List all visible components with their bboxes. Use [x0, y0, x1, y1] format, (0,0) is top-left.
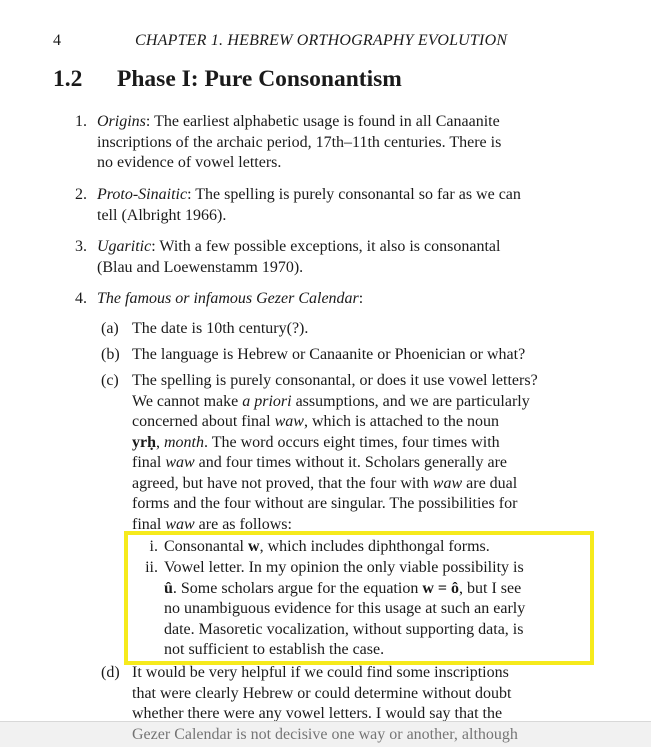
text-line: û. Some scholars argue for the equation w = ô, but I see — [164, 579, 522, 597]
text-line: inscriptions of the archaic period, 17th–11th centuries. There is — [97, 133, 502, 151]
text-line: It would be very helpful if we could find some inscriptions — [132, 664, 509, 681]
text-line: yrḥ, month. The word occurs eight times, four times with — [132, 433, 500, 451]
section-heading — [53, 66, 402, 93]
text-line: no evidence of vowel letters. — [97, 154, 282, 171]
running-title: CHAPTER 1. HEBREW ORTHOGRAPHY EVOLUTION — [135, 32, 508, 49]
item-term: Origins — [97, 113, 146, 130]
text-line: final waw and four times without it. Scholars generally are — [132, 454, 508, 471]
text-line: Gezer Calendar is not decisive one way or another, although — [132, 725, 518, 743]
bottom-overlay-bar — [0, 721, 651, 747]
text-line: We cannot make a priori assumptions, and we are particularly — [132, 392, 530, 410]
item-term: Proto-Sinaitic — [97, 186, 188, 203]
list-item-ugaritic: Ugaritic: With a few possible exceptions, it also is consonantal (Blau and Loewenstamm 1970). — [97, 237, 578, 278]
list-item-proto-sinaitic: Proto-Sinaitic: The spelling is purely consonantal so far as we can tell (Albright 1966). — [97, 185, 578, 226]
list-item-origins: Origins: The earliest alphabetic usage is found in all Canaanite inscriptions of the archaic period, 17th–11th centuries. There is no evidence of vowel letters. — [97, 112, 578, 174]
option-label: i. — [149, 538, 158, 555]
running-header — [53, 32, 578, 52]
text-line: whether there were any vowel letters. I would say that the — [132, 705, 503, 722]
option-consonantal-w: Consonantal w, which includes diphthongal forms. — [164, 538, 490, 555]
sublist-label: (d) — [101, 664, 120, 681]
sublist-label: (b) — [101, 346, 120, 363]
text-line: (Blau and Loewenstamm 1970). — [97, 258, 304, 276]
list-item-gezer-calendar: The famous or infamous Gezer Calendar: — [97, 290, 364, 307]
subitem-a: The date is 10th century(?). — [132, 320, 309, 337]
list-label: 1. — [75, 113, 87, 130]
text-line: With a few possible exceptions, it also is consonantal — [159, 238, 501, 255]
sublist-label: (c) — [101, 372, 119, 389]
item-term: Ugaritic — [97, 238, 152, 255]
subitem-c — [132, 371, 578, 535]
text-line: The spelling is purely consonantal so far as we can — [195, 186, 521, 203]
option-label: ii. — [145, 559, 158, 576]
text-line: tell (Albright 1966). — [97, 206, 227, 224]
list-label: 2. — [75, 186, 87, 203]
text-line: no unambiguous evidence for this usage at such an early — [164, 600, 526, 617]
sublist-label: (a) — [101, 320, 119, 337]
section-number: 1.2 — [53, 66, 83, 92]
text-line: The earliest alphabetic usage is found in all Canaanite — [154, 113, 500, 130]
page-number: 4 — [53, 32, 61, 49]
text-line: final waw are as follows: — [132, 515, 292, 533]
text-line: concerned about final waw, which is attached to the noun — [132, 413, 500, 430]
text-line: Vowel letter. In my opinion the only viable possibility is — [164, 559, 524, 576]
text-line: date. Masoretic vocalization, without supporting data, is — [164, 620, 524, 638]
list-label: 3. — [75, 238, 87, 255]
subitem-b: The language is Hebrew or Canaanite or Phoenician or what? — [132, 346, 526, 363]
text-line: forms and the four without are singular. The possibilities for — [132, 495, 518, 512]
list-label: 4. — [75, 290, 87, 307]
text-line: The spelling is purely consonantal, or does it use vowel letters? — [132, 372, 538, 389]
option-vowel-letter — [164, 558, 578, 661]
text-line: agreed, but have not proved, that the four with waw are dual — [132, 474, 518, 492]
section-title: Phase I: Pure Consonantism — [117, 66, 402, 92]
text-line: not sufficient to establish the case. — [164, 641, 385, 658]
item-term: The famous or infamous Gezer Calendar — [97, 290, 359, 307]
text-line: that were clearly Hebrew or could determine without doubt — [132, 684, 512, 702]
